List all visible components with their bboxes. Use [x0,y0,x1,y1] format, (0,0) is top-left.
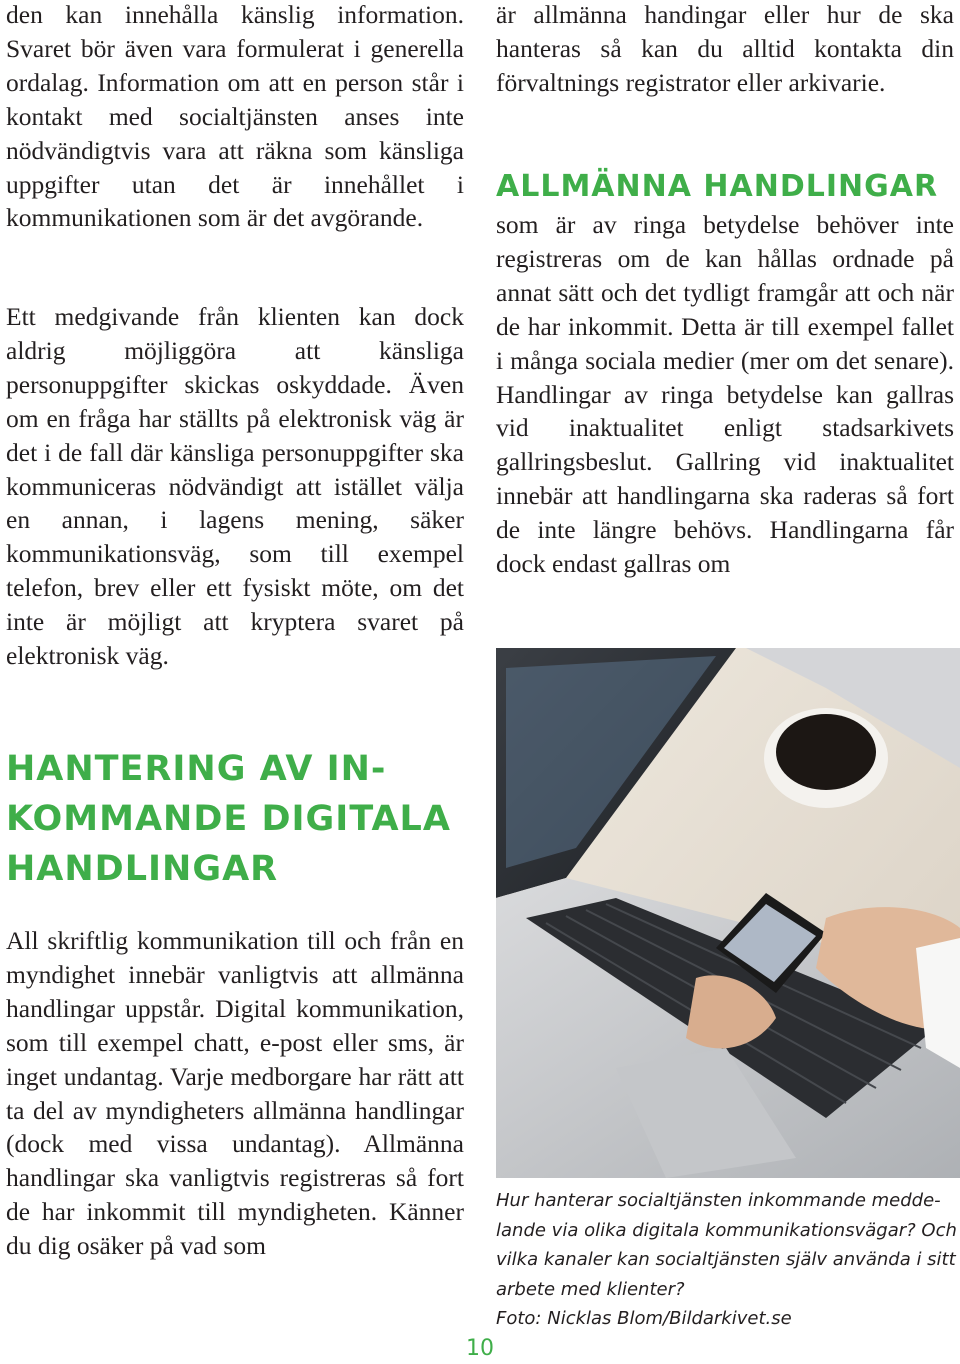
section-heading: ALLMÄNNA HANDLINGAR [496,169,939,204]
left-paragraph-2: Ett medgivande från klienten kan dock aldrig möjliggöra att känsliga personuppgifter skickas oskyddade. Även om en fråga har ställts på elektronisk väg är det i de fall där känsliga personuppgifter ska kommuniceras nödvändigt att istället välja en annan, i lagens mening, säker kommunikationsväg, som till exempel telefon, brev eller ett fysiskt möte, om det inte är möjligt att kryptera svaret på elektronisk väg. [6,302,464,671]
caption-line-4: arbete med klienter? [496,1278,685,1300]
right-paragraph-2: som är av ringa betydelse behöver inte registreras om de kan hållas ordnade på annat sätt och det tydligt framgår att och när de har inkommit. Detta är till exempel fallet i många sociala medier (mer om det senare). Handlingar av ringa betydelse kan gallras vid inaktualitet enligt stadsarkivets gallringsbeslut. Gallring vid inaktualitet innebär att handlingarna ska raderas så fort de inte längre behövs. Handlingarna får dock endast gallras om [496,210,954,579]
laptop-phone-photo [496,648,960,1178]
heading-line-1: HANTERING AV IN- [6,749,387,789]
caption-line-3: vilka kanaler kan socialtjänsten själv använda i sitt [496,1249,956,1270]
right-column [496,0,954,100]
heading-line-2: KOMMANDE DIGITALA [6,799,451,839]
photo-credit: Foto: Nicklas Blom/Bildarkivet.se [496,1308,792,1329]
heading-line-3: HANDLINGAR [6,849,279,889]
right-heading-block [496,168,954,206]
left-paragraph-1: den kan innehålla känslig information. Svaret bör även vara formulerat i generella ordalag. Information om att en person står i kontakt med socialtjänsten anses inte nödvändigtvis vara att räkna som känsliga uppgifter utan det är innehållet i kommunikationen som är det avgörande. [6,0,464,233]
photo-caption [496,1186,960,1334]
caption-line-2: lande via olika digitala kommunikationsvägar? Och [496,1219,957,1241]
left-column [6,0,464,235]
right-column-2 [496,208,954,581]
caption-line-1: Hur hanterar socialtjänsten inkommande medde- [496,1190,941,1211]
right-paragraph-1: är allmänna handingar eller hur de ska hanteras så kan du alltid kontakta din förvaltnings registrator eller arkivarie. [496,0,954,97]
photo-illustration [496,648,960,1178]
left-column-3 [6,924,464,1263]
left-column-2 [6,300,464,673]
left-heading [6,744,464,894]
left-paragraph-3: All skriftlig kommunikation till och från en myndighet innebär vanligtvis att allmänna handlingar uppstår. Digital kommunikation, som till exempel chatt, e-post eller sms, är inget undantag. Varje medborgare har rätt att ta del av myndigheters allmänna handlingar (dock med vissa undantag). Allmänna handlingar ska vanligtvis registreras så fort de har inkommit till myndigheten. Känner du dig osäker på vad som [6,926,464,1261]
page-number: 10 [466,1336,494,1361]
